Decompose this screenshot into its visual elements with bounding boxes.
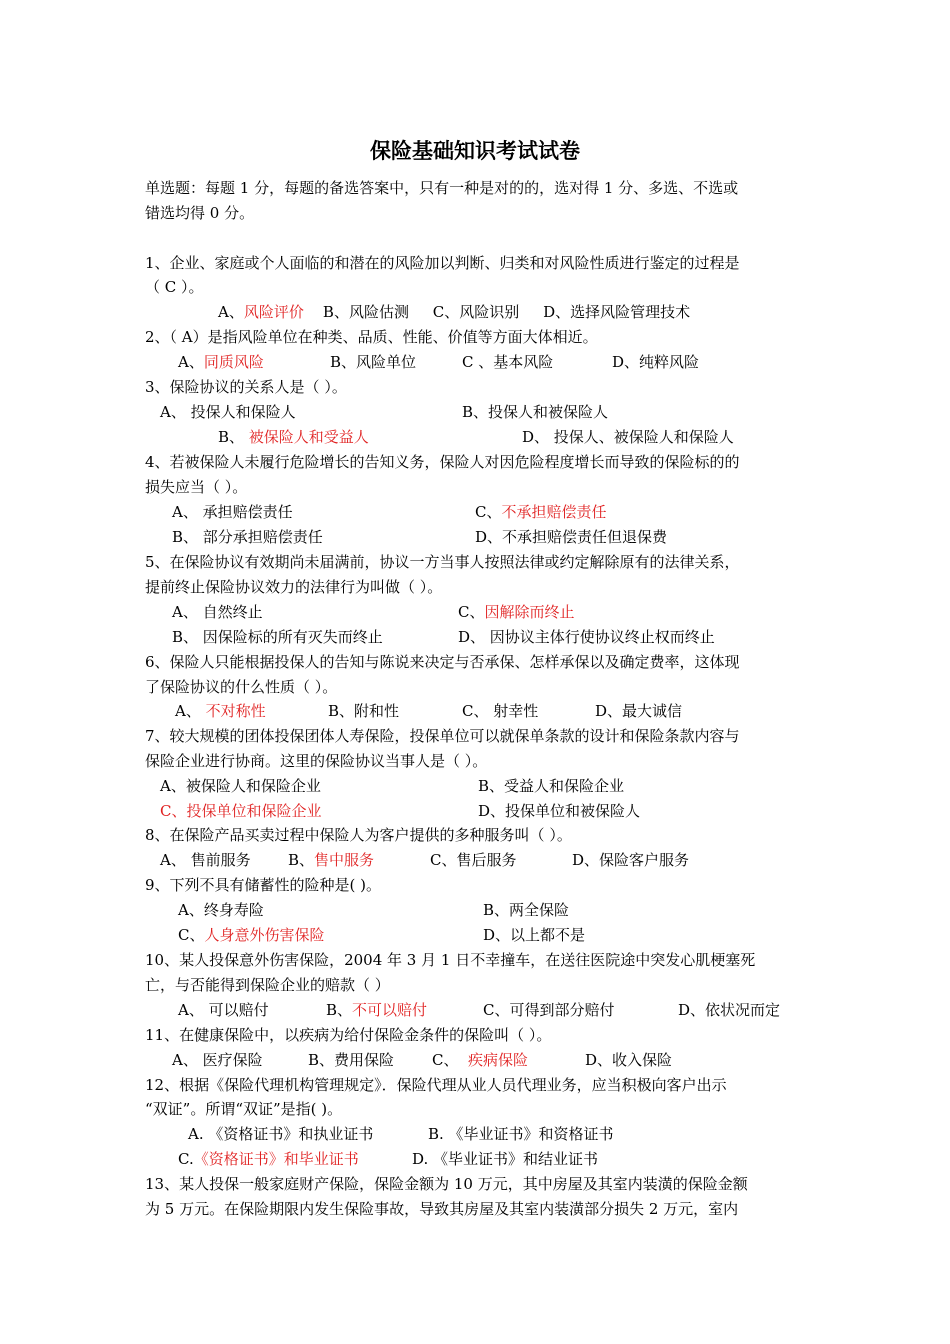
option-c [218,426,369,448]
option-b: B、投保人和被保险人 [462,403,609,421]
option-b: B. 《毕业证书》和资格证书 [428,1125,614,1143]
option-b: B、两全保险 [483,901,570,919]
option-d: D、 投保人、被保险人和保险人 [522,428,734,446]
option-c [178,1148,359,1170]
question-stem: 4、若被保险人未履行危险增长的告知义务，保险人对因危险程度增长而导致的保险标的的 [145,453,740,471]
option-c [432,1049,528,1071]
correct-answer: C、投保单位和保险企业 [160,802,322,820]
option-label: C、 [432,1051,469,1069]
option-c: C、 射幸性 [462,702,539,720]
option-a: A、 投保人和保险人 [160,403,296,421]
option-d: D、 因协议主体行使协议终止权而终止 [458,628,715,646]
question-stem: 12、根据《保险代理机构管理规定》．保险代理从业人员代理业务，应当积极向客户出示 [145,1076,727,1094]
option-c: C、售后服务 [430,851,517,869]
option-label: A、 [178,353,204,371]
option-b [288,849,374,871]
option-label: A、 [218,303,244,321]
correct-answer: 风险评价 [243,303,304,321]
correct-answer: 不承担赔偿责任 [501,503,607,521]
intro-line: 错选均得 0 分。 [145,204,255,222]
question-stem: 提前终止保险协议效力的法律行为叫做（ ）。 [145,578,443,596]
question-stem: 13、某人投保一般家庭财产保险，保险金额为 10 万元，其中房屋及其室内装潢的保险金额 [145,1175,748,1193]
option-d: D、依状况而定 [678,1001,781,1019]
option-a [175,700,266,722]
question-stem: 2、（ A）是指风险单位在种类、品质、性能、价值等方面大体相近。 [145,328,598,346]
option-label: C、 [458,603,485,621]
option-c [178,924,325,946]
page-title: 保险基础知识考试试卷 [370,138,580,163]
option-b: B、受益人和保险企业 [478,777,625,795]
option-label: B、 [218,428,249,446]
question-stem: 了保险协议的什么性质（ ）。 [145,678,338,696]
correct-answer: 因解除而终止 [484,603,575,621]
option-d: D、以上都不是 [483,926,586,944]
question-stem: 11、在健康保险中，以疾病为给付保险金条件的保险叫（ ）。 [145,1026,552,1044]
option-a: A、终身寿险 [178,901,264,919]
option-c: C 、基本风险 [462,353,554,371]
option-a: A、 售前服务 [160,851,251,869]
option-label: A、 [175,702,206,720]
option-b: B、附和性 [328,702,400,720]
correct-answer: 同质风险 [203,353,264,371]
question-stem: 损失应当（ ）。 [145,478,248,496]
option-c [475,501,607,523]
question-stem: 10、某人投保意外伤害保险，2004 年 3 月 1 日不幸撞车，在送往医院途中突发心肌梗塞死 [145,951,756,969]
question-stem: 为 5 万元。在保险期限内发生保险事故，导致其房屋及其室内装潢部分损失 2 万元，室内 [145,1200,739,1218]
option-a: A. 《资格证书》和执业证书 [188,1125,374,1143]
option-a: A、 承担赔偿责任 [172,503,293,521]
correct-answer: 《资格证书》和毕业证书 [193,1150,359,1168]
option-label: B、 [326,1001,353,1019]
correct-answer: 不对称性 [205,702,266,720]
option-label: B、 [288,851,315,869]
option-d: D. 《毕业证书》和结业证书 [412,1150,599,1168]
option-c [458,601,575,623]
option-d: D、收入保险 [585,1051,673,1069]
question-stem: 7、较大规模的团体投保团体人寿保险，投保单位可以就保单条款的设计和保险条款内容与 [145,727,740,745]
correct-answer: 被保险人和受益人 [248,428,369,446]
option-line [218,301,690,323]
option-b: B、费用保险 [308,1051,395,1069]
question-stem: 8、在保险产品买卖过程中保险人为客户提供的多种服务叫（ ）。 [145,826,572,844]
option-b: B、 部分承担赔偿责任 [172,528,323,546]
intro-line: 单选题：每题 1 分，每题的备选答案中，只有一种是对的的，选对得 1 分、多选、不选或 [145,179,739,197]
option-c: C、可得到部分赔付 [483,1001,615,1019]
correct-answer: 人身意外伤害保险 [204,926,325,944]
option-a: A、 自然终止 [172,603,263,621]
option-b [326,999,427,1021]
option-label: C、 [178,926,205,944]
option-label: C、 [475,503,502,521]
correct-answer: 售中服务 [314,851,375,869]
option-a: A、 医疗保险 [172,1051,263,1069]
option-d: D、投保单位和被保险人 [478,802,641,820]
correct-answer: 疾病保险 [468,1051,529,1069]
question-stem: 3、保险协议的关系人是（ ）。 [145,378,347,396]
option-d: D、最大诚信 [595,702,683,720]
option-d: D、保险客户服务 [572,851,690,869]
option-rest: B、风险估测 C、风险识别 D、选择风险管理技术 [303,303,691,321]
correct-answer: 不可以赔付 [352,1001,428,1019]
question-stem: 亡，与否能得到保险企业的赔款（ ） [145,976,390,994]
option-label: C. [178,1150,194,1168]
option-a [178,351,264,373]
question-stem: 6、保险人只能根据投保人的告知与陈说来决定与否承保、怎样承保以及确定费率，这体现 [145,653,740,671]
option-a: A、 可以赔付 [178,1001,269,1019]
question-stem: “双证”。所谓“双证”是指( )。 [145,1100,343,1118]
question-stem: 保险企业进行协商。这里的保险协议当事人是（ ）。 [145,752,488,770]
option-d: D、纯粹风险 [612,353,700,371]
option-b: B、风险单位 [330,353,417,371]
question-stem: （ C ）。 [145,278,204,296]
option-b: B、 因保险标的所有灭失而终止 [172,628,383,646]
question-stem: 9、下列不具有储蓄性的险种是( )。 [145,876,382,894]
question-stem: 5、在保险协议有效期尚未届满前，协议一方当事人按照法律或约定解除原有的法律关系， [145,553,740,571]
question-stem: 1、企业、家庭或个人面临的和潜在的风险加以判断、归类和对风险性质进行鉴定的过程是 [145,254,740,272]
option-d: D、不承担赔偿责任但退保费 [475,528,668,546]
option-a: A、被保险人和保险企业 [160,777,321,795]
